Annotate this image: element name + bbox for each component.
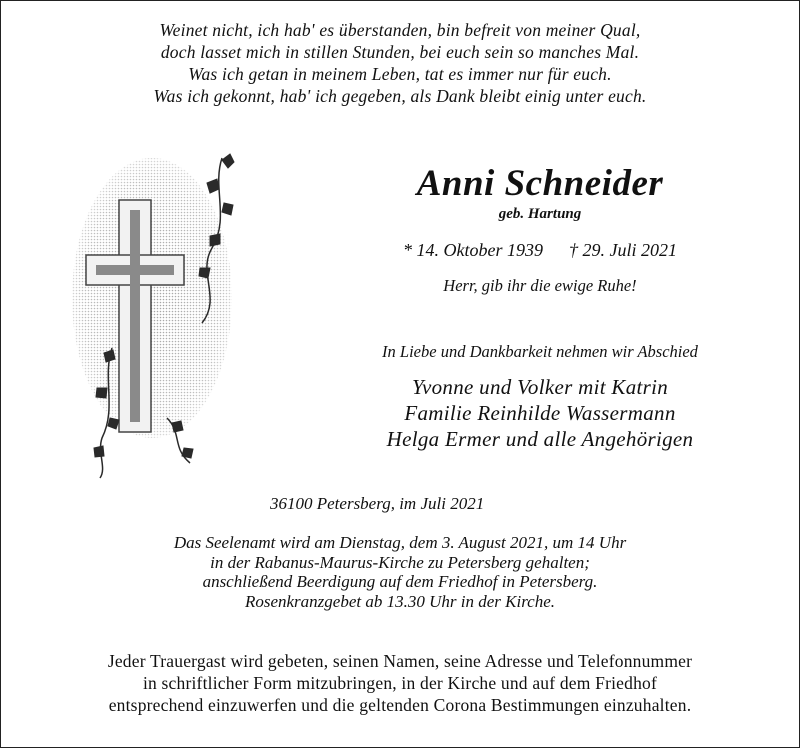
mourners-list [330, 374, 750, 452]
mourner-line: Familie Reinhilde Wassermann [404, 401, 676, 425]
poem-line: doch lasset mich in stillen Stunden, bei euch sein so manches Mal. [160, 42, 640, 62]
corona-notice [20, 650, 780, 716]
poem [0, 19, 800, 107]
service-line: Rosenkranzgebet ab 13.30 Uhr in der Kirche. [244, 591, 556, 611]
poem-line: Weinet nicht, ich hab' es überstanden, bin befreit von meiner Qual, [159, 20, 641, 40]
birth-date: * 14. Oktober 1939 [403, 240, 543, 260]
notice-line: in schriftlicher Form mitzubringen, in der Kirche und auf dem Friedhof [142, 673, 658, 693]
maiden-name: geb. Hartung [498, 206, 582, 222]
service-details [100, 533, 700, 611]
farewell-intro: In Liebe und Dankbarkeit nehmen wir Abschied [382, 342, 698, 361]
service-line: anschließend Beerdigung auf dem Friedhof in Petersberg. [202, 572, 598, 591]
cross-with-ivy-illustration [72, 148, 242, 483]
notice-line: entsprechend einzuwerfen und die geltenden Corona Bestimmungen einzuhalten. [108, 695, 692, 715]
prayer-line: Herr, gib ihr die ewige Ruhe! [443, 276, 637, 295]
poem-line: Was ich getan in meinem Leben, tat es immer nur für euch. [188, 64, 612, 84]
life-dates [370, 240, 710, 261]
service-line: Das Seelenamt wird am Dienstag, dem 3. August 2021, um 14 Uhr [173, 533, 627, 552]
poem-line: Was ich gekonnt, hab' ich gegeben, als Dank bleibt einig unter euch. [153, 86, 647, 106]
notice-line: Jeder Trauergast wird gebeten, seinen Namen, seine Adresse und Telefonnummer [107, 651, 693, 671]
mourner-line: Yvonne und Volker mit Katrin [411, 375, 669, 399]
deceased-name: Anni Schneider [416, 163, 664, 204]
mourner-line: Helga Ermer und alle Angehörigen [386, 427, 694, 451]
place-and-date: 36100 Petersberg, im Juli 2021 [270, 494, 485, 513]
death-date: † 29. Juli 2021 [568, 240, 677, 260]
service-line: in der Rabanus-Maurus-Kirche zu Petersberg gehalten; [210, 552, 590, 572]
